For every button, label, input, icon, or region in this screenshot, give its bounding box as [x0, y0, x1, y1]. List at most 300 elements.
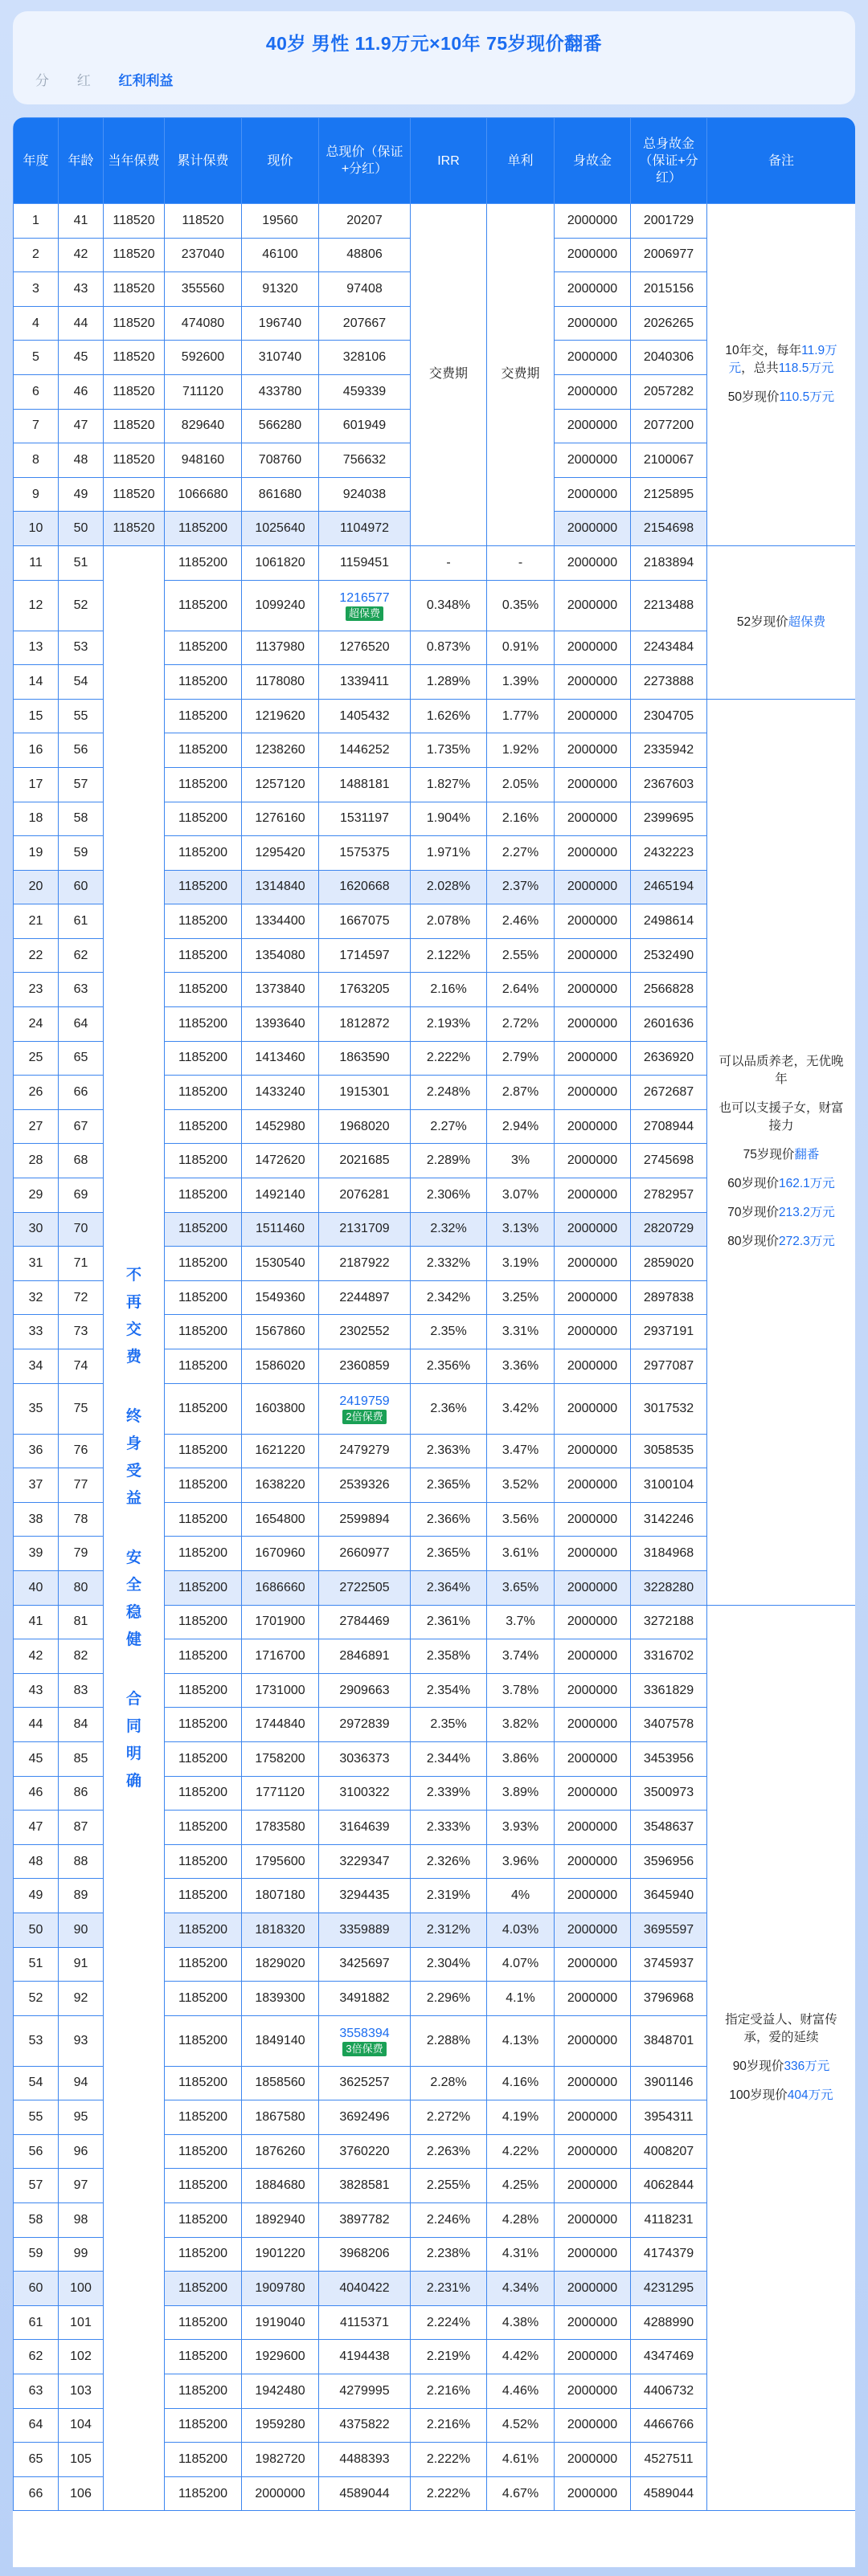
- cell-age: 61: [59, 904, 104, 939]
- vertical-slogan: [104, 545, 165, 2510]
- cell-total-cash-value: 2784469: [319, 1605, 411, 1639]
- cell-cash-value: 1638220: [242, 1468, 319, 1503]
- cell-irr: 2.222%: [411, 1041, 487, 1076]
- cell-death-benefit: 2000000: [555, 836, 631, 871]
- cell-cash-value: 19560: [242, 204, 319, 239]
- cell-irr: 2.216%: [411, 2408, 487, 2443]
- cell-simple-rate: 2.37%: [487, 870, 555, 904]
- cell-simple-rate: 2.05%: [487, 767, 555, 802]
- cell-death-benefit: 2000000: [555, 802, 631, 836]
- cell-cumulative-premium: 1185200: [165, 1673, 242, 1708]
- cell-irr: 2.365%: [411, 1468, 487, 1503]
- cell-age: 90: [59, 1913, 104, 1947]
- cell-total-death-benefit: 2601636: [631, 1007, 707, 1042]
- cell-cash-value: 1829020: [242, 1947, 319, 1982]
- cell-total-death-benefit: 3645940: [631, 1879, 707, 1913]
- cell-simple-rate: 4.31%: [487, 2237, 555, 2272]
- cell-cash-value: 1025640: [242, 512, 319, 546]
- cell-simple-rate: 0.91%: [487, 631, 555, 665]
- cell-cash-value: 1621220: [242, 1434, 319, 1468]
- note-text: 也可以支援子女，财富接力: [719, 1101, 844, 1133]
- cell-simple-rate: 1.39%: [487, 665, 555, 700]
- cell-total-death-benefit: 3100104: [631, 1468, 707, 1503]
- cell-year: 63: [14, 2374, 59, 2409]
- cell-total-cash-value: 2539326: [319, 1468, 411, 1503]
- cell-death-benefit: 2000000: [555, 2169, 631, 2203]
- cell-total-death-benefit: 2782957: [631, 1178, 707, 1213]
- cell-year: 47: [14, 1811, 59, 1845]
- cell-irr: 2.248%: [411, 1076, 487, 1110]
- note-text: 50岁现价: [727, 390, 780, 405]
- cell-total-cash-value: 3897782: [319, 2203, 411, 2238]
- cell-simple-rate: 3%: [487, 1144, 555, 1178]
- cell-cumulative-premium: 1185200: [165, 1537, 242, 1571]
- cell-cumulative-premium: 1185200: [165, 631, 242, 665]
- cell-total-death-benefit: 4589044: [631, 2476, 707, 2511]
- cell-irr: 2.193%: [411, 1007, 487, 1042]
- cell-irr: 2.312%: [411, 1913, 487, 1947]
- note-line: [714, 2058, 849, 2076]
- cell-death-benefit: 2000000: [555, 2408, 631, 2443]
- cell-irr: -: [411, 545, 487, 580]
- header-age: 年龄: [59, 118, 104, 204]
- cell-year: 7: [14, 409, 59, 443]
- cell-year: 11: [14, 545, 59, 580]
- header-irr: IRR: [411, 118, 487, 204]
- cell-cumulative-premium: 1185200: [165, 1212, 242, 1247]
- header-simple-rate: 单利: [487, 118, 555, 204]
- header-notes: 备注: [707, 118, 856, 204]
- cell-death-benefit: 2000000: [555, 238, 631, 272]
- cell-age: 58: [59, 802, 104, 836]
- cell-simple-rate: 4%: [487, 1879, 555, 1913]
- cell-year: 64: [14, 2408, 59, 2443]
- cell-age: 68: [59, 1144, 104, 1178]
- cell-year: 62: [14, 2340, 59, 2374]
- cell-total-cash-value: 4488393: [319, 2443, 411, 2477]
- cell-total-death-benefit: 2977087: [631, 1349, 707, 1384]
- cell-age: 79: [59, 1537, 104, 1571]
- cell-cash-value: 1959280: [242, 2408, 319, 2443]
- cell-total-death-benefit: 2532490: [631, 938, 707, 973]
- cell-cumulative-premium: 237040: [165, 238, 242, 272]
- cell-irr: 2.354%: [411, 1673, 487, 1708]
- cell-death-benefit: 2000000: [555, 938, 631, 973]
- note-text: 75岁现价: [743, 1148, 795, 1162]
- cell-total-cash-value: 2660977: [319, 1537, 411, 1571]
- cell-cash-value: 1276160: [242, 802, 319, 836]
- cell-age: 67: [59, 1109, 104, 1144]
- cell-total-cash-value: 2722505: [319, 1570, 411, 1605]
- cell-simple-rate: 4.67%: [487, 2476, 555, 2511]
- cell-death-benefit: 2000000: [555, 1947, 631, 1982]
- cell-irr: 1.904%: [411, 802, 487, 836]
- cell-total-death-benefit: 2937191: [631, 1315, 707, 1349]
- cell-total-death-benefit: 2465194: [631, 870, 707, 904]
- cell-cash-value: 1731000: [242, 1673, 319, 1708]
- cell-irr: 2.356%: [411, 1349, 487, 1384]
- cell-simple-rate: 4.46%: [487, 2374, 555, 2409]
- cell-age: 81: [59, 1605, 104, 1639]
- cell-irr: 2.28%: [411, 2066, 487, 2100]
- cell-simple-rate: 3.82%: [487, 1708, 555, 1742]
- cell-year: 25: [14, 1041, 59, 1076]
- cell-simple-rate: 3.61%: [487, 1537, 555, 1571]
- cell-cumulative-premium: 1185200: [165, 512, 242, 546]
- cell-death-benefit: 2000000: [555, 341, 631, 375]
- cell-age: 80: [59, 1570, 104, 1605]
- cell-age: 60: [59, 870, 104, 904]
- cell-total-cash-value: 207667: [319, 306, 411, 341]
- cell-cumulative-premium: 711120: [165, 374, 242, 409]
- cell-annual-premium: 118520: [104, 272, 165, 307]
- cell-age: 53: [59, 631, 104, 665]
- note-line: [714, 1100, 849, 1135]
- cell-cash-value: 1942480: [242, 2374, 319, 2409]
- cell-total-cash-value: 459339: [319, 374, 411, 409]
- cell-total-death-benefit: 3901146: [631, 2066, 707, 2100]
- cell-age: 89: [59, 1879, 104, 1913]
- cell-year: 23: [14, 973, 59, 1007]
- cell-total-cash-value: 3692496: [319, 2100, 411, 2135]
- cell-year: 55: [14, 2100, 59, 2135]
- cell-total-death-benefit: 2498614: [631, 904, 707, 939]
- cell-year: 58: [14, 2203, 59, 2238]
- header-total-cash-value: 总现价（保证+分红）: [319, 118, 411, 204]
- cell-total-cash-value: 2846891: [319, 1639, 411, 1674]
- cell-age: 95: [59, 2100, 104, 2135]
- slogan-char: 合: [125, 1690, 141, 1708]
- cell-total-cash-value: 1159451: [319, 545, 411, 580]
- cell-year: 54: [14, 2066, 59, 2100]
- cell-death-benefit: 2000000: [555, 1570, 631, 1605]
- cell-total-death-benefit: 4406732: [631, 2374, 707, 2409]
- cell-total-death-benefit: 2006977: [631, 238, 707, 272]
- slogan-char: 确: [125, 1772, 141, 1790]
- cell-year: 31: [14, 1247, 59, 1281]
- cell-year: 39: [14, 1537, 59, 1571]
- cell-simple-rate: 3.96%: [487, 1844, 555, 1879]
- cell-irr: 2.272%: [411, 2100, 487, 2135]
- cell-cumulative-premium: 1185200: [165, 1776, 242, 1811]
- cell-death-benefit: 2000000: [555, 477, 631, 512]
- cell-total-death-benefit: 2745698: [631, 1144, 707, 1178]
- cell-age: 65: [59, 1041, 104, 1076]
- cell-cumulative-premium: 948160: [165, 443, 242, 478]
- cell-total-cash-value: 4375822: [319, 2408, 411, 2443]
- cell-cash-value: 1472620: [242, 1144, 319, 1178]
- cell-total-cash-value: 3294435: [319, 1879, 411, 1913]
- slogan-char: 健: [125, 1631, 141, 1648]
- cell-cumulative-premium: 1185200: [165, 1315, 242, 1349]
- cell-total-cash-value: 48806: [319, 238, 411, 272]
- cell-annual-premium: 118520: [104, 477, 165, 512]
- cell-cash-value: 1603800: [242, 1383, 319, 1434]
- cell-cash-value: 91320: [242, 272, 319, 307]
- cell-death-benefit: 2000000: [555, 2443, 631, 2477]
- cell-year: 41: [14, 1605, 59, 1639]
- cell-simple-rate: 2.16%: [487, 802, 555, 836]
- cell-death-benefit: 2000000: [555, 2476, 631, 2511]
- cell-total-cash-value: 4279995: [319, 2374, 411, 2409]
- cell-age: 72: [59, 1280, 104, 1315]
- cell-age: 94: [59, 2066, 104, 2100]
- cell-irr: 2.364%: [411, 1570, 487, 1605]
- cell-age: 98: [59, 2203, 104, 2238]
- cell-simple-rate: 4.42%: [487, 2340, 555, 2374]
- cell-annual-premium: 118520: [104, 341, 165, 375]
- cell-irr: 2.306%: [411, 1178, 487, 1213]
- cell-total-cash-value: 601949: [319, 409, 411, 443]
- cell-age: 87: [59, 1811, 104, 1845]
- cell-age: 54: [59, 665, 104, 700]
- cell-simple-rate: 2.46%: [487, 904, 555, 939]
- cell-irr: 2.304%: [411, 1947, 487, 1982]
- cell-total-cash-value: 328106: [319, 341, 411, 375]
- cell-cash-value: 196740: [242, 306, 319, 341]
- cell-year: 18: [14, 802, 59, 836]
- cell-simple-rate: 3.56%: [487, 1502, 555, 1537]
- cell-age: 44: [59, 306, 104, 341]
- cell-year: 61: [14, 2305, 59, 2340]
- slogan-char: 明: [125, 1745, 141, 1762]
- cell-year: 42: [14, 1639, 59, 1674]
- cell-irr: 2.358%: [411, 1639, 487, 1674]
- cell-cash-value: 1701900: [242, 1605, 319, 1639]
- cell-death-benefit: 2000000: [555, 2340, 631, 2374]
- cell-total-cash-value: 3036373: [319, 1741, 411, 1776]
- cell-total-death-benefit: 4527511: [631, 2443, 707, 2477]
- cell-simple-rate: 2.72%: [487, 1007, 555, 1042]
- cell-cash-value: 1257120: [242, 767, 319, 802]
- tag-fen[interactable]: 分: [35, 73, 49, 88]
- cell-annual-premium: 118520: [104, 374, 165, 409]
- cell-cumulative-premium: 1185200: [165, 1708, 242, 1742]
- cell-age: 77: [59, 1468, 104, 1503]
- cell-irr: 2.344%: [411, 1741, 487, 1776]
- cell-total-death-benefit: 2077200: [631, 409, 707, 443]
- cell-age: 62: [59, 938, 104, 973]
- note-cell-block4: [707, 1605, 856, 2511]
- cell-total-death-benefit: 3453956: [631, 1741, 707, 1776]
- cell-cash-value: 1884680: [242, 2169, 319, 2203]
- cell-death-benefit: 2000000: [555, 1844, 631, 1879]
- cell-annual-premium: 118520: [104, 512, 165, 546]
- cell-death-benefit: 2000000: [555, 973, 631, 1007]
- cell-irr: 2.263%: [411, 2134, 487, 2169]
- cell-cumulative-premium: 1185200: [165, 1639, 242, 1674]
- cell-total-cash-value: 3100322: [319, 1776, 411, 1811]
- cell-total-cash-value: 3164639: [319, 1811, 411, 1845]
- cell-cash-value: 1807180: [242, 1879, 319, 1913]
- cell-cash-value: 1373840: [242, 973, 319, 1007]
- cell-death-benefit: 2000000: [555, 1673, 631, 1708]
- slogan-char: 稳: [125, 1603, 141, 1621]
- cell-age: 103: [59, 2374, 104, 2409]
- cell-total-cash-value: [319, 2015, 411, 2066]
- cell-death-benefit: 2000000: [555, 374, 631, 409]
- cell-age: 92: [59, 1982, 104, 2016]
- cell-cumulative-premium: 1185200: [165, 870, 242, 904]
- cell-irr: 2.342%: [411, 1280, 487, 1315]
- cell-year: 44: [14, 1708, 59, 1742]
- slogan-char: 再: [125, 1293, 141, 1311]
- cell-year: 38: [14, 1502, 59, 1537]
- cell-cumulative-premium: 1185200: [165, 580, 242, 631]
- cell-simple-rate: 3.89%: [487, 1776, 555, 1811]
- cell-cumulative-premium: 1185200: [165, 2340, 242, 2374]
- cell-cash-value: 1452980: [242, 1109, 319, 1144]
- cell-cash-value: 1919040: [242, 2305, 319, 2340]
- cell-cash-value: 1061820: [242, 545, 319, 580]
- cell-total-cash-value: 2076281: [319, 1178, 411, 1213]
- cell-total-death-benefit: 2708944: [631, 1109, 707, 1144]
- cell-death-benefit: 2000000: [555, 665, 631, 700]
- cell-irr: 2.332%: [411, 1247, 487, 1281]
- total-cash-value-text: 1216577: [339, 590, 390, 605]
- cell-cumulative-premium: 1185200: [165, 1741, 242, 1776]
- cell-year: 12: [14, 580, 59, 631]
- cell-cumulative-premium: 1185200: [165, 733, 242, 768]
- note-highlight: 超保费: [788, 614, 826, 629]
- cell-age: 64: [59, 1007, 104, 1042]
- cell-cash-value: 46100: [242, 238, 319, 272]
- cell-death-benefit: 2000000: [555, 1776, 631, 1811]
- note-line: [714, 2011, 849, 2047]
- cell-cash-value: 1686660: [242, 1570, 319, 1605]
- cell-age: 46: [59, 374, 104, 409]
- cell-cash-value: 1867580: [242, 2100, 319, 2135]
- cell-total-cash-value: 1488181: [319, 767, 411, 802]
- cell-total-death-benefit: 3596956: [631, 1844, 707, 1879]
- cell-death-benefit: 2000000: [555, 1144, 631, 1178]
- cell-simple-rate: 4.16%: [487, 2066, 555, 2100]
- cell-death-benefit: 2000000: [555, 1639, 631, 1674]
- cell-year: 8: [14, 443, 59, 478]
- cell-year: 26: [14, 1076, 59, 1110]
- cell-cumulative-premium: 1185200: [165, 802, 242, 836]
- note-text: 10年交，每年: [725, 344, 802, 358]
- cell-simple-rate: 3.13%: [487, 1212, 555, 1247]
- cell-death-benefit: 2000000: [555, 1502, 631, 1537]
- cell-irr: 1.626%: [411, 699, 487, 733]
- cell-simple-rate: 3.07%: [487, 1178, 555, 1213]
- cell-irr: 2.32%: [411, 1212, 487, 1247]
- cell-irr: 2.326%: [411, 1844, 487, 1879]
- cell-total-cash-value: 1339411: [319, 665, 411, 700]
- note-text: 60岁现价: [727, 1177, 779, 1191]
- tag-hong[interactable]: 红: [76, 73, 91, 88]
- cell-cash-value: 1314840: [242, 870, 319, 904]
- cell-death-benefit: 2000000: [555, 2100, 631, 2135]
- cell-age: 96: [59, 2134, 104, 2169]
- cell-cash-value: 1099240: [242, 580, 319, 631]
- cell-age: 102: [59, 2340, 104, 2374]
- cell-cash-value: 1530540: [242, 1247, 319, 1281]
- cell-simple-rate: -: [487, 545, 555, 580]
- cell-year: 43: [14, 1673, 59, 1708]
- cell-total-cash-value: 1863590: [319, 1041, 411, 1076]
- premium-multiple-badge: 3倍保费: [342, 2042, 386, 2056]
- cell-total-cash-value: 1763205: [319, 973, 411, 1007]
- cell-total-death-benefit: 3142246: [631, 1502, 707, 1537]
- cell-total-cash-value: 1446252: [319, 733, 411, 768]
- cell-total-death-benefit: 2183894: [631, 545, 707, 580]
- note-highlight: 110.5万元: [779, 390, 835, 405]
- cell-total-cash-value: 97408: [319, 272, 411, 307]
- cell-cash-value: 1744840: [242, 1708, 319, 1742]
- cell-death-benefit: 2000000: [555, 2272, 631, 2306]
- cell-cumulative-premium: 1185200: [165, 2066, 242, 2100]
- tag-dividend-benefit[interactable]: 红利利益: [118, 73, 174, 88]
- header-death-benefit: 身故金: [555, 118, 631, 204]
- cell-cash-value: 1219620: [242, 699, 319, 733]
- cell-cash-value: 1295420: [242, 836, 319, 871]
- cell-total-cash-value: 1575375: [319, 836, 411, 871]
- cell-simple-rate: 3.86%: [487, 1741, 555, 1776]
- cell-cash-value: 1670960: [242, 1537, 319, 1571]
- note-line: [714, 1175, 849, 1193]
- cell-simple-rate: 4.34%: [487, 2272, 555, 2306]
- cell-total-cash-value: 1620668: [319, 870, 411, 904]
- cell-death-benefit: 2000000: [555, 631, 631, 665]
- cell-simple-rate: 4.19%: [487, 2100, 555, 2135]
- premium-multiple-badge: 超保费: [346, 606, 383, 621]
- cell-simple-rate: 1.92%: [487, 733, 555, 768]
- cell-year: 29: [14, 1178, 59, 1213]
- note-line: [714, 1204, 849, 1222]
- cell-age: 57: [59, 767, 104, 802]
- slogan-char: 费: [125, 1348, 141, 1366]
- cell-year: 40: [14, 1570, 59, 1605]
- note-highlight: 404万元: [787, 2088, 833, 2102]
- cell-irr: 2.246%: [411, 2203, 487, 2238]
- cell-total-cash-value: 3359889: [319, 1913, 411, 1947]
- cell-death-benefit: 2000000: [555, 2134, 631, 2169]
- cell-age: 49: [59, 477, 104, 512]
- cell-cumulative-premium: 1185200: [165, 1570, 242, 1605]
- cell-year: 4: [14, 306, 59, 341]
- cell-total-cash-value: 2972839: [319, 1708, 411, 1742]
- cell-year: 16: [14, 733, 59, 768]
- cell-death-benefit: 2000000: [555, 1708, 631, 1742]
- cell-death-benefit: 2000000: [555, 306, 631, 341]
- cell-simple-rate: 3.25%: [487, 1280, 555, 1315]
- cell-irr: 2.361%: [411, 1605, 487, 1639]
- cell-annual-premium: 118520: [104, 204, 165, 239]
- cell-death-benefit: 2000000: [555, 699, 631, 733]
- cell-irr: 2.289%: [411, 1144, 487, 1178]
- cell-cash-value: 1783580: [242, 1811, 319, 1845]
- tag-bar: [35, 69, 197, 89]
- cell-death-benefit: 2000000: [555, 1982, 631, 2016]
- note-highlight: 翻番: [794, 1148, 820, 1162]
- cell-year: 17: [14, 767, 59, 802]
- cell-cash-value: 433780: [242, 374, 319, 409]
- cell-cumulative-premium: 1185200: [165, 665, 242, 700]
- cell-total-cash-value: 2244897: [319, 1280, 411, 1315]
- note-line: [714, 389, 849, 406]
- cell-irr: 2.339%: [411, 1776, 487, 1811]
- slogan-char: 安: [125, 1549, 141, 1566]
- cell-simple-rate: 2.55%: [487, 938, 555, 973]
- cell-cash-value: 708760: [242, 443, 319, 478]
- cell-death-benefit: 2000000: [555, 767, 631, 802]
- cell-cash-value: 1771120: [242, 1776, 319, 1811]
- cell-total-cash-value: 20207: [319, 204, 411, 239]
- cell-death-benefit: 2000000: [555, 1247, 631, 1281]
- cell-total-death-benefit: 2057282: [631, 374, 707, 409]
